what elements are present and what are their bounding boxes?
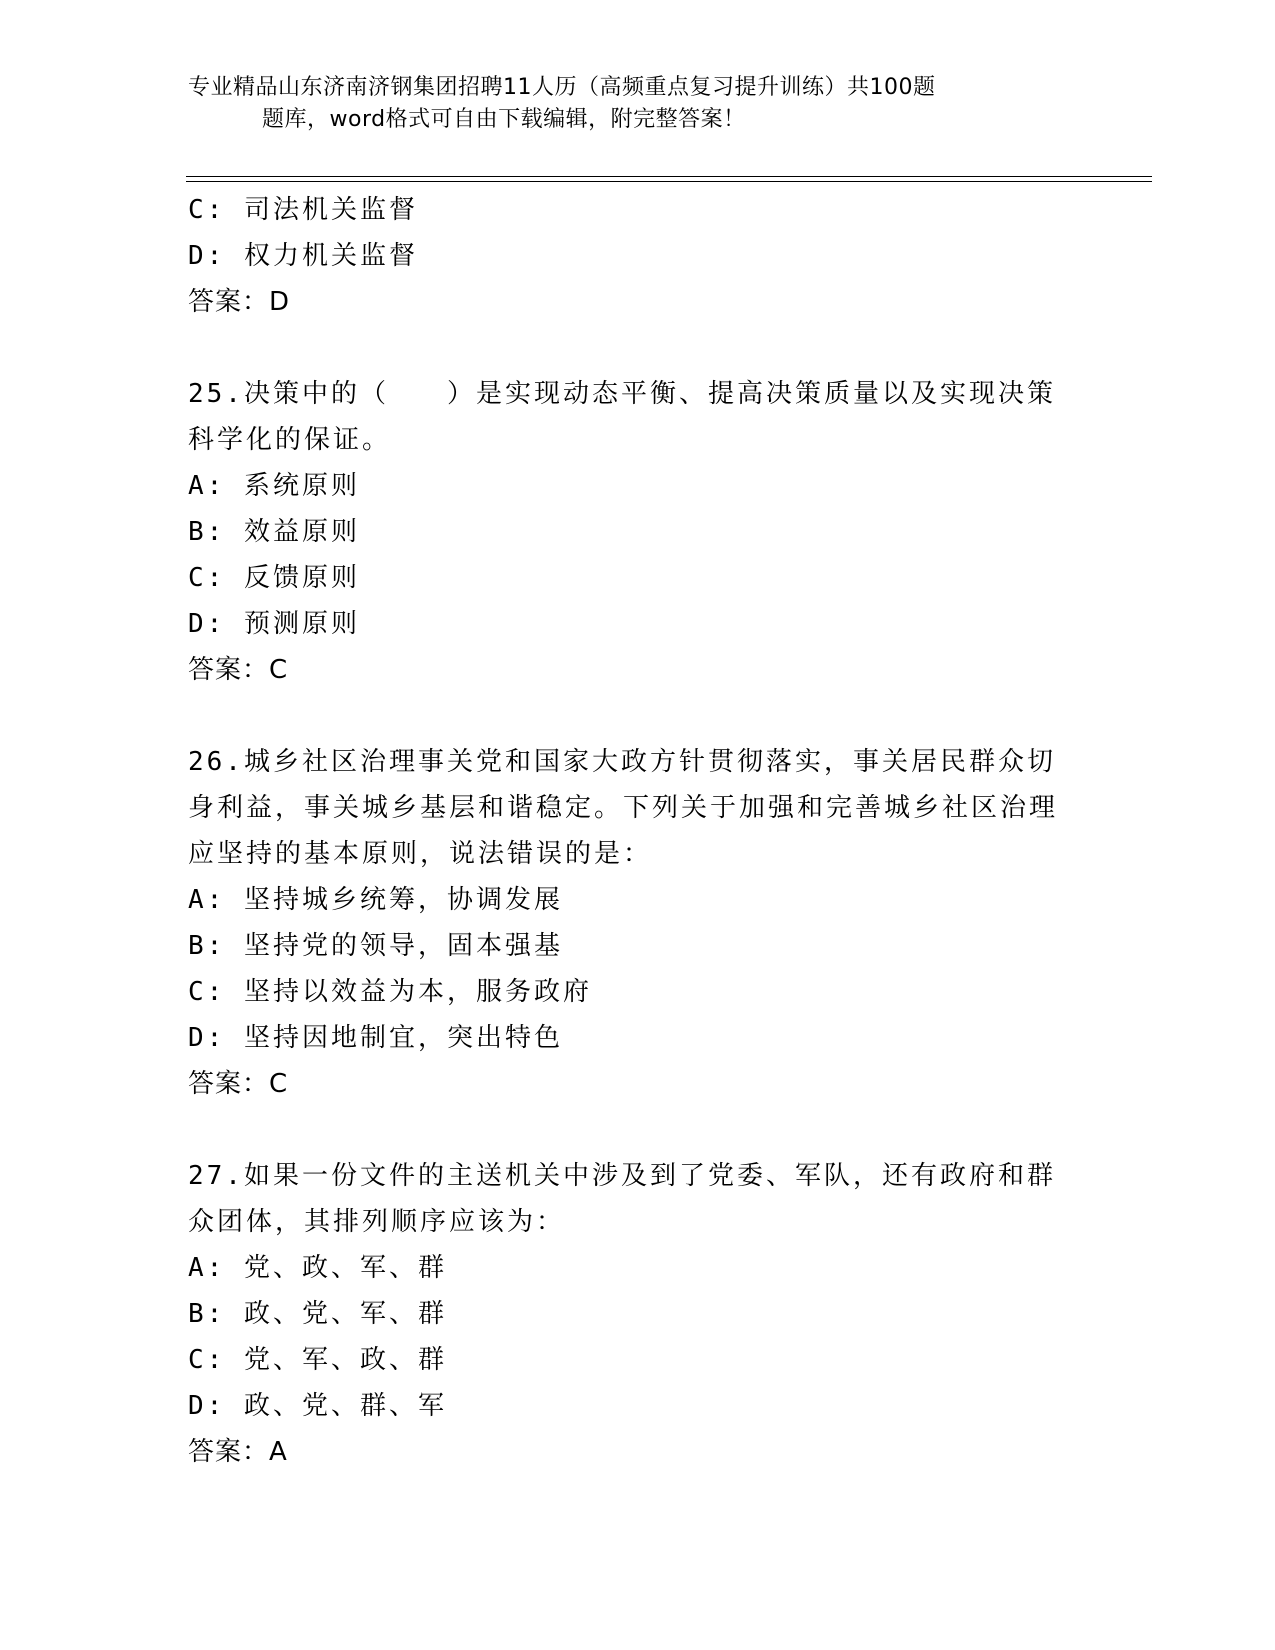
option-a: A: 坚持城乡统筹，协调发展 [188, 885, 563, 915]
option-a: A: 系统原则 [188, 471, 360, 501]
option-b: B: 坚持党的领导，固本强基 [188, 931, 563, 961]
question-26 [188, 739, 1088, 1107]
header-title-line-1: 专业精品山东济南济钢集团招聘11人历（高频重点复习提升训练）共100题 [188, 75, 936, 100]
option-d: D: 坚持因地制宜，突出特色 [188, 1023, 563, 1053]
option-c: C: 坚持以效益为本，服务政府 [188, 977, 592, 1007]
option-d: D: 政、党、群、军 [188, 1391, 447, 1421]
answer-line: 答案：D [188, 287, 291, 317]
header-divider-top [186, 176, 1152, 177]
question-text: 25.决策中的（ ）是实现动态平衡、提高决策质量以及实现决策科学化的保证。 [188, 379, 1056, 455]
option-d: D: 权力机关监督 [188, 241, 418, 271]
spacer [188, 325, 1088, 371]
option-d: D: 预测原则 [188, 609, 360, 639]
option-b: B: 政、党、军、群 [188, 1299, 447, 1329]
answer-line: 答案：C [188, 655, 289, 685]
option-a: A: 党、政、军、群 [188, 1253, 447, 1283]
option-c: C: 党、军、政、群 [188, 1345, 447, 1375]
header-divider-bottom [186, 181, 1152, 182]
question-25 [188, 371, 1088, 693]
question-text: 26.城乡社区治理事关党和国家大政方针贯彻落实，事关居民群众切身利益，事关城乡基层和谐稳定。下列关于加强和完善城乡社区治理应坚持的基本原则，说法错误的是： [188, 747, 1059, 869]
question-24-continued [188, 187, 1088, 325]
question-list [188, 187, 1088, 1475]
option-c: C: 司法机关监督 [188, 195, 418, 225]
option-c: C: 反馈原则 [188, 563, 360, 593]
header-title-line-2: 题库，word格式可自由下载编辑，附完整答案！ [262, 107, 746, 132]
question-27 [188, 1153, 1088, 1475]
answer-line: 答案：C [188, 1069, 289, 1099]
option-b: B: 效益原则 [188, 517, 360, 547]
spacer [188, 1107, 1088, 1153]
question-text: 27.如果一份文件的主送机关中涉及到了党委、军队，还有政府和群众团体，其排列顺序应该为： [188, 1161, 1056, 1237]
document-header [188, 72, 1148, 136]
spacer [188, 693, 1088, 739]
answer-line: 答案：A [188, 1437, 288, 1467]
